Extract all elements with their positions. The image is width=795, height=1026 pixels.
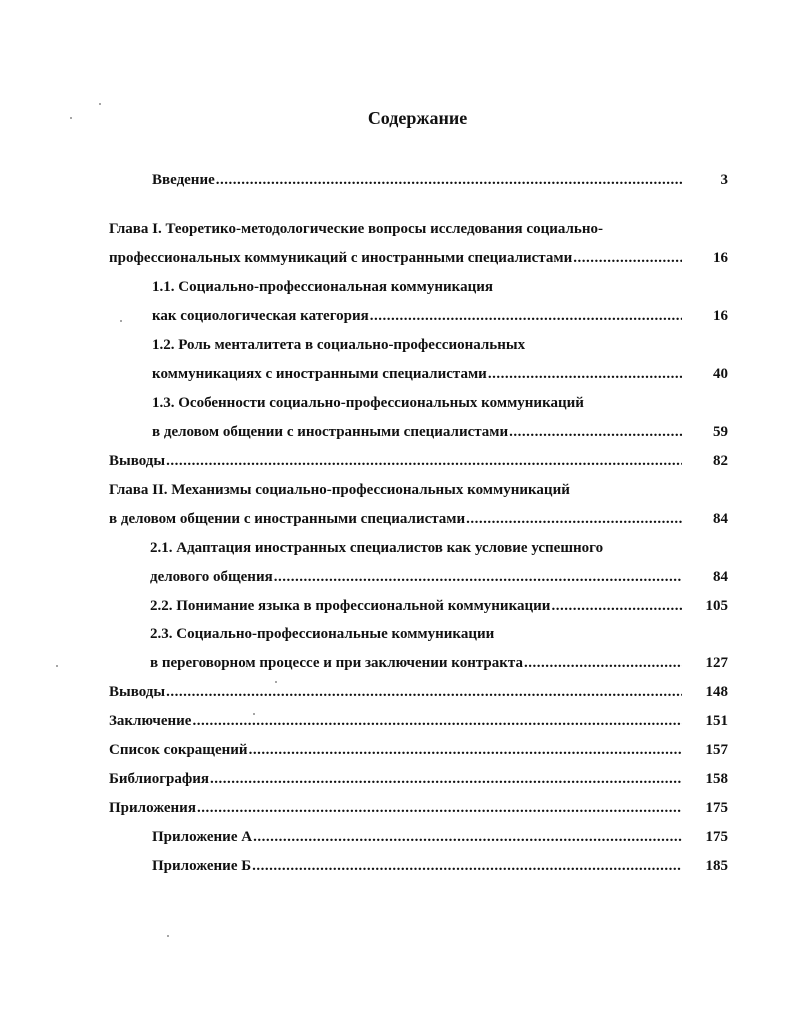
toc-page-number: 175 xyxy=(705,829,728,845)
dot-leader xyxy=(573,244,682,273)
toc-entry-conclusions-1 xyxy=(109,447,728,476)
toc-entry-appendix-a xyxy=(152,823,728,852)
toc-line xyxy=(150,563,728,592)
toc-line xyxy=(109,505,728,534)
toc-entry-text: Приложение А xyxy=(152,829,253,845)
dot-leader xyxy=(166,678,682,707)
toc-line xyxy=(150,592,728,621)
toc-line xyxy=(150,620,728,649)
toc-page-number: 158 xyxy=(705,771,728,787)
toc-entry-chapter-1 xyxy=(109,215,728,273)
toc-page-number: 3 xyxy=(720,172,728,188)
toc-entry-section-1-2 xyxy=(152,331,728,389)
toc-page-number: 16 xyxy=(713,308,728,324)
toc-entry-text: 2.2. Понимание языка в профессиональной коммуникации xyxy=(150,598,551,614)
toc-line xyxy=(109,707,728,736)
toc-entry-abbreviations xyxy=(109,736,728,765)
toc-page-number: 157 xyxy=(705,742,728,758)
toc-page-number: 84 xyxy=(713,569,728,585)
dot-leader xyxy=(274,563,682,592)
dot-leader xyxy=(524,649,682,678)
toc-line xyxy=(152,360,728,389)
toc-line xyxy=(109,765,728,794)
scan-speck xyxy=(275,681,277,683)
toc-entry-text: Приложение Б xyxy=(152,858,252,874)
scan-speck xyxy=(99,103,101,105)
toc-entry-text: 2.1. Адаптация иностранных специалистов как условие успешного xyxy=(150,540,604,556)
toc-line xyxy=(152,823,728,852)
toc-line xyxy=(109,678,728,707)
toc-page-number: 148 xyxy=(705,684,728,700)
toc-page-number: 175 xyxy=(705,800,728,816)
scan-speck xyxy=(120,320,122,322)
toc-line xyxy=(152,273,728,302)
toc-entry-text: Приложения xyxy=(109,800,196,816)
toc-page-number: 84 xyxy=(713,511,728,527)
dot-leader xyxy=(197,794,682,823)
dot-leader xyxy=(551,592,682,621)
scan-speck xyxy=(167,935,169,937)
dot-leader xyxy=(370,302,682,331)
toc-entry-chapter-2 xyxy=(109,476,728,534)
toc-line xyxy=(109,244,728,273)
toc-entry-text: в переговорном процессе и при заключении контракта xyxy=(150,655,523,671)
toc-entry-section-2-3 xyxy=(150,620,728,678)
toc-entry-text: Выводы xyxy=(109,453,166,469)
toc-entry-conclusion xyxy=(109,707,728,736)
toc-page-number: 185 xyxy=(705,858,728,874)
dot-leader xyxy=(216,166,682,195)
toc-entry-text: 2.3. Социально-профессиональные коммуникации xyxy=(150,626,495,642)
scan-speck xyxy=(253,713,255,715)
toc-line xyxy=(109,736,728,765)
toc-page-number: 105 xyxy=(705,598,728,614)
toc-entry-text: профессиональных коммуникаций с иностранными специалистами xyxy=(109,250,573,266)
toc-line xyxy=(152,331,728,360)
dot-leader xyxy=(488,360,682,389)
toc-entry-text: 1.3. Особенности социально-профессиональных коммуникаций xyxy=(152,395,584,411)
toc-entry-introduction xyxy=(152,166,728,195)
toc-page-number: 40 xyxy=(713,366,728,382)
toc-entry-section-1-3 xyxy=(152,389,728,447)
toc-line xyxy=(152,852,728,881)
dot-leader xyxy=(249,736,682,765)
toc-entry-text: Заключение xyxy=(109,713,192,729)
toc-entry-appendix-b xyxy=(152,852,728,881)
toc-entry-text: в деловом общении с иностранными специалистами xyxy=(152,424,509,440)
toc-entry-section-2-2 xyxy=(150,592,728,621)
scan-speck xyxy=(56,665,58,667)
toc-entry-text: коммуникациях с иностранными специалистами xyxy=(152,366,487,382)
toc-line xyxy=(152,389,728,418)
toc-entry-conclusions-2 xyxy=(109,678,728,707)
toc-line xyxy=(109,215,728,244)
toc-entry-text: Глава II. Механизмы социально-профессиональных коммуникаций xyxy=(109,482,570,498)
dot-leader xyxy=(252,852,682,881)
toc-page-number: 59 xyxy=(713,424,728,440)
dot-leader xyxy=(210,765,682,794)
toc-line xyxy=(109,476,728,505)
toc-entry-appendices xyxy=(109,794,728,823)
toc-entry-text: Список сокращений xyxy=(109,742,248,758)
toc-entry-text: Введение xyxy=(152,172,215,188)
toc-line xyxy=(152,166,728,195)
dot-leader xyxy=(253,823,682,852)
dot-leader xyxy=(509,418,682,447)
toc-entry-section-1-1 xyxy=(152,273,728,331)
toc-entry-section-2-1 xyxy=(150,534,728,592)
toc-page-number: 127 xyxy=(705,655,728,671)
toc-entry-text: 1.2. Роль менталитета в социально-профессиональных xyxy=(152,337,526,353)
toc-entry-text: в деловом общении с иностранными специалистами xyxy=(109,511,466,527)
page-title: Содержание xyxy=(367,108,468,128)
toc-page-number: 151 xyxy=(705,713,728,729)
toc-page-number: 82 xyxy=(713,453,728,469)
dot-leader xyxy=(192,707,682,736)
scan-speck xyxy=(70,117,72,119)
dot-leader xyxy=(466,505,682,534)
toc-entry-bibliography xyxy=(109,765,728,794)
toc-entry-text: Глава I. Теоретико-методологические вопросы исследования социально- xyxy=(109,221,603,237)
toc-entry-text: делового общения xyxy=(150,569,273,585)
toc-line xyxy=(152,418,728,447)
dot-leader xyxy=(166,447,682,476)
toc-entry-text: 1.1. Социально-профессиональная коммуникация xyxy=(152,279,493,295)
toc-entry-text: как социологическая категория xyxy=(152,308,369,324)
toc-line xyxy=(109,794,728,823)
toc-line xyxy=(150,534,728,563)
toc-entry-text: Библиография xyxy=(109,771,210,787)
toc-line xyxy=(152,302,728,331)
toc-line xyxy=(150,649,728,678)
toc-line xyxy=(109,447,728,476)
toc-page-number: 16 xyxy=(713,250,728,266)
toc-entry-text: Выводы xyxy=(109,684,166,700)
